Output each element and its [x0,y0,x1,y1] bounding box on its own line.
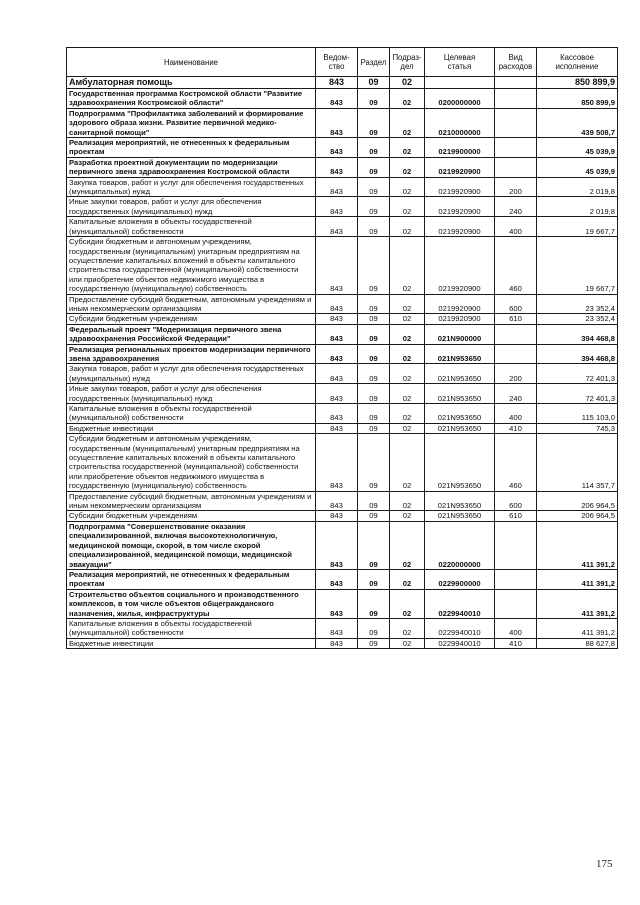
cell-vr: 240 [495,197,537,217]
cell-ved: 843 [316,344,358,364]
cell-name: Капитальные вложения в объекты государственной (муниципальной) собственности [67,404,316,424]
cell-vr: 400 [495,404,537,424]
cell-podrazdel: 02 [390,138,425,158]
table-row [67,108,618,137]
table-row [67,89,618,109]
cell-ved: 843 [316,314,358,324]
cell-csr: 021N953650 [425,404,495,424]
cell-sum: 45 039,9 [537,138,618,158]
cell-vr [495,89,537,109]
cell-podrazdel: 02 [390,217,425,237]
cell-razdel: 09 [358,294,390,314]
cell-csr: 0220000000 [425,521,495,569]
cell-ved: 843 [316,423,358,433]
cell-razdel: 09 [358,314,390,324]
cell-sum: 2 019,8 [537,197,618,217]
cell-vr: 460 [495,237,537,294]
cell-podrazdel: 02 [390,434,425,491]
table-row [67,638,618,648]
cell-razdel: 09 [358,511,390,521]
cell-podrazdel: 02 [390,384,425,404]
cell-podrazdel: 02 [390,521,425,569]
cell-vr: 600 [495,294,537,314]
cell-ved: 843 [316,157,358,177]
cell-name: Реализация региональных проектов модернизации первичного звена здравоохранения [67,344,316,364]
cell-name: Государственная программа Костромской области "Развитие здравоохранения Костромской области" [67,89,316,109]
cell-csr: 021N953650 [425,491,495,511]
table-row [67,511,618,521]
cell-csr [425,77,495,89]
cell-podrazdel: 02 [390,491,425,511]
table-row [67,237,618,294]
cell-podrazdel: 02 [390,569,425,589]
cell-name: Субсидии бюджетным и автономным учреждениям, государственным (муниципальным) унитарным предприятиям на осуществление капитальных вложений в объекты капитального строительства государственной (муниципальной) собственности или приобретение объектов недвижимого имущества в государственную (муниципальную) собственность [67,237,316,294]
cell-csr: 021N953650 [425,423,495,433]
cell-sum: 394 468,8 [537,324,618,344]
cell-vr: 610 [495,314,537,324]
cell-podrazdel: 02 [390,423,425,433]
cell-name: Бюджетные инвестиции [67,638,316,648]
cell-csr: 0219920900 [425,237,495,294]
cell-name: Подпрограмма "Совершенствование оказания специализированной, включая высокотехнологичную, медицинской помощи, скорой, в том числе скорой специализированной, медицинской помощи, медицинской эвакуации" [67,521,316,569]
cell-sum: 114 357,7 [537,434,618,491]
table-row [67,589,618,618]
header-ved: Ведом- ство [316,48,358,77]
cell-razdel: 09 [358,197,390,217]
cell-name: Предоставление субсидий бюджетным, автономным учреждениям и иным некоммерческим организациям [67,294,316,314]
cell-csr: 021N953650 [425,344,495,364]
cell-podrazdel: 02 [390,77,425,89]
cell-csr: 0200000000 [425,89,495,109]
cell-name: Предоставление субсидий бюджетным, автономным учреждениям и иным некоммерческим организациям [67,491,316,511]
cell-ved: 843 [316,294,358,314]
cell-name: Подпрограмма "Профилактика заболеваний и формирование здорового образа жизни. Развитие первичной медико-санитарной помощи" [67,108,316,137]
cell-ved: 843 [316,324,358,344]
cell-csr: 0219920900 [425,197,495,217]
cell-razdel: 09 [358,569,390,589]
cell-name: Бюджетные инвестиции [67,423,316,433]
table-row [67,77,618,89]
cell-ved: 843 [316,77,358,89]
cell-name: Строительство объектов социального и производственного комплексов, в том числе объектов общегражданского назначения, жилья, инфраструктуры [67,589,316,618]
cell-podrazdel: 02 [390,157,425,177]
cell-podrazdel: 02 [390,197,425,217]
cell-name: Федеральный проект "Модернизация первичного звена здравоохранения Российской Федерации" [67,324,316,344]
cell-podrazdel: 02 [390,589,425,618]
cell-sum: 88 627,8 [537,638,618,648]
cell-csr: 021N953650 [425,364,495,384]
header-vr: Вид расходов [495,48,537,77]
table-row [67,294,618,314]
cell-razdel: 09 [358,404,390,424]
cell-podrazdel: 02 [390,618,425,638]
cell-vr [495,324,537,344]
table-row [67,324,618,344]
cell-podrazdel: 02 [390,511,425,521]
cell-ved: 843 [316,89,358,109]
document-page [66,47,617,649]
cell-razdel: 09 [358,157,390,177]
cell-ved: 843 [316,384,358,404]
header-podrazdel: Подраз- дел [390,48,425,77]
cell-ved: 843 [316,521,358,569]
cell-name: Закупка товаров, работ и услуг для обеспечения государственных (муниципальных) нужд [67,364,316,384]
cell-vr [495,344,537,364]
cell-razdel: 09 [358,217,390,237]
cell-vr [495,521,537,569]
cell-razdel: 09 [358,89,390,109]
cell-sum: 411 391,2 [537,521,618,569]
cell-razdel: 09 [358,364,390,384]
cell-csr: 0219900000 [425,138,495,158]
table-row [67,177,618,197]
table-header-row [67,48,618,77]
cell-vr [495,108,537,137]
table-row [67,138,618,158]
table-row [67,521,618,569]
cell-vr: 240 [495,384,537,404]
budget-table [66,47,618,649]
cell-ved: 843 [316,511,358,521]
cell-razdel: 09 [358,491,390,511]
cell-podrazdel: 02 [390,324,425,344]
cell-vr: 410 [495,423,537,433]
cell-razdel: 09 [358,344,390,364]
cell-razdel: 09 [358,423,390,433]
cell-name: Реализация мероприятий, не отнесенных к федеральным проектам [67,569,316,589]
cell-sum: 411 391,2 [537,569,618,589]
cell-sum: 23 352,4 [537,314,618,324]
cell-name: Закупка товаров, работ и услуг для обеспечения государственных (муниципальных) нужд [67,177,316,197]
cell-razdel: 09 [358,638,390,648]
cell-sum: 19 667,7 [537,237,618,294]
cell-podrazdel: 02 [390,177,425,197]
cell-ved: 843 [316,404,358,424]
cell-razdel: 09 [358,237,390,294]
cell-sum: 115 103,0 [537,404,618,424]
cell-ved: 843 [316,237,358,294]
cell-sum: 206 964,5 [537,511,618,521]
header-razdel: Раздел [358,48,390,77]
cell-vr [495,138,537,158]
cell-csr: 0229900000 [425,569,495,589]
cell-ved: 843 [316,138,358,158]
cell-csr: 021N953650 [425,511,495,521]
table-row [67,618,618,638]
cell-ved: 843 [316,589,358,618]
table-row [67,491,618,511]
cell-ved: 843 [316,197,358,217]
table-row [67,434,618,491]
table-row [67,423,618,433]
cell-name: Реализация мероприятий, не отнесенных к федеральным проектам [67,138,316,158]
cell-sum: 745,3 [537,423,618,433]
cell-csr: 0219920900 [425,294,495,314]
table-body [67,77,618,649]
cell-vr: 400 [495,618,537,638]
cell-podrazdel: 02 [390,108,425,137]
cell-vr: 200 [495,364,537,384]
cell-sum: 19 667,7 [537,217,618,237]
cell-name: Субсидии бюджетным и автономным учреждениям, государственным (муниципальным) унитарным предприятиям на осуществление капитальных вложений в объекты капитального строительства государственной (муниципальной) собственности или приобретение объектов недвижимого имущества в государственную (муниципальную) собственность [67,434,316,491]
cell-vr: 200 [495,177,537,197]
cell-sum: 45 039,9 [537,157,618,177]
cell-sum: 2 019,8 [537,177,618,197]
cell-ved: 843 [316,618,358,638]
cell-vr: 400 [495,217,537,237]
cell-csr: 0219920900 [425,217,495,237]
cell-sum: 850 899,9 [537,77,618,89]
cell-csr: 021N900000 [425,324,495,344]
cell-csr: 0219920900 [425,177,495,197]
cell-ved: 843 [316,569,358,589]
cell-sum: 411 391,2 [537,618,618,638]
table-row [67,217,618,237]
cell-sum: 394 468,8 [537,344,618,364]
table-row [67,384,618,404]
cell-ved: 843 [316,491,358,511]
cell-ved: 843 [316,434,358,491]
cell-podrazdel: 02 [390,89,425,109]
cell-vr [495,589,537,618]
cell-razdel: 09 [358,108,390,137]
cell-podrazdel: 02 [390,404,425,424]
cell-csr: 0229940010 [425,589,495,618]
cell-podrazdel: 02 [390,294,425,314]
cell-csr: 0229940010 [425,618,495,638]
cell-vr [495,157,537,177]
cell-podrazdel: 02 [390,344,425,364]
cell-razdel: 09 [358,434,390,491]
cell-razdel: 09 [358,521,390,569]
table-row [67,157,618,177]
header-csr: Целевая статья [425,48,495,77]
cell-vr: 410 [495,638,537,648]
cell-sum: 72 401,3 [537,364,618,384]
cell-name: Капитальные вложения в объекты государственной (муниципальной) собственности [67,618,316,638]
cell-razdel: 09 [358,384,390,404]
cell-sum: 72 401,3 [537,384,618,404]
header-sum: Кассовое исполнение [537,48,618,77]
table-row [67,314,618,324]
cell-ved: 843 [316,638,358,648]
cell-podrazdel: 02 [390,638,425,648]
cell-razdel: 09 [358,138,390,158]
cell-csr: 021N953650 [425,384,495,404]
cell-sum: 850 899,9 [537,89,618,109]
cell-sum: 23 352,4 [537,294,618,314]
cell-ved: 843 [316,177,358,197]
table-row [67,197,618,217]
cell-vr: 610 [495,511,537,521]
cell-name: Субсидии бюджетным учреждениям [67,511,316,521]
table-row [67,344,618,364]
cell-sum: 206 964,5 [537,491,618,511]
cell-podrazdel: 02 [390,364,425,384]
cell-csr: 0229940010 [425,638,495,648]
cell-vr [495,77,537,89]
cell-vr: 460 [495,434,537,491]
cell-vr [495,569,537,589]
cell-csr: 0219920900 [425,157,495,177]
cell-csr: 0219920900 [425,314,495,324]
cell-razdel: 09 [358,77,390,89]
cell-sum: 411 391,2 [537,589,618,618]
page-number: 175 [596,858,613,870]
cell-sum: 439 508,7 [537,108,618,137]
table-row [67,569,618,589]
cell-name: Разработка проектной документации по модернизации первичного звена здравоохранения Костромской области [67,157,316,177]
cell-ved: 843 [316,217,358,237]
table-row [67,404,618,424]
cell-razdel: 09 [358,618,390,638]
cell-csr: 0210000000 [425,108,495,137]
cell-ved: 843 [316,108,358,137]
cell-razdel: 09 [358,324,390,344]
cell-razdel: 09 [358,589,390,618]
cell-name: Амбулаторная помощь [67,77,316,89]
cell-name: Капитальные вложения в объекты государственной (муниципальной) собственности [67,217,316,237]
cell-name: Субсидии бюджетным учреждениям [67,314,316,324]
cell-csr: 021N953650 [425,434,495,491]
cell-podrazdel: 02 [390,314,425,324]
cell-vr: 600 [495,491,537,511]
cell-podrazdel: 02 [390,237,425,294]
table-row [67,364,618,384]
header-name: Наименование [67,48,316,77]
cell-name: Иные закупки товаров, работ и услуг для обеспечения государственных (муниципальных) нужд [67,384,316,404]
cell-razdel: 09 [358,177,390,197]
cell-ved: 843 [316,364,358,384]
cell-name: Иные закупки товаров, работ и услуг для обеспечения государственных (муниципальных) нужд [67,197,316,217]
